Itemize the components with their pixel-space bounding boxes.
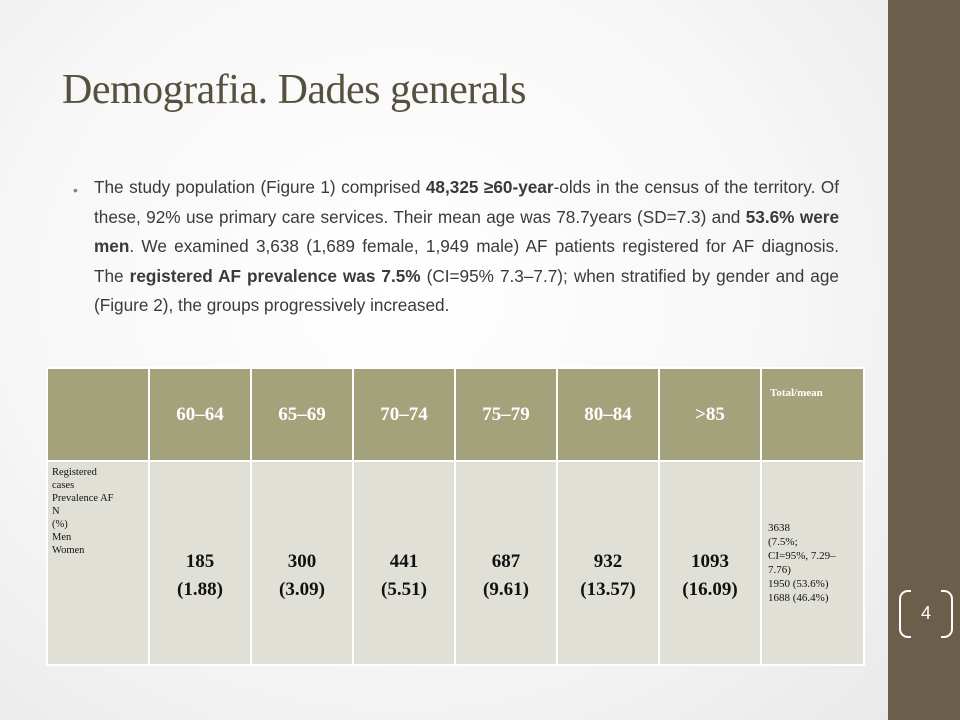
table-row (47, 461, 864, 665)
cell-percent: (9.61) (483, 579, 529, 600)
cell-age-over-85 (659, 461, 761, 665)
header-age-60-64: 60–64 (149, 368, 251, 461)
cell-count: 687 (491, 551, 521, 572)
cell-percent: (13.57) (580, 579, 636, 600)
slide-number: 4 (920, 603, 931, 623)
paragraph-text-3: . We examined 3,638 (1,689 female, 1,949 male) AF patients registered for AF diagnosis. The (94, 236, 839, 286)
cell-count: 1093 (691, 551, 729, 572)
prevalence-table (46, 367, 865, 666)
row-header-cell (47, 461, 149, 665)
paragraph-text-2: -olds in the census of the territory. Of these, 92% use primary care services. Their mean age was 78.7years (SD=7.3) and (94, 177, 839, 227)
total-line: 3638 (768, 522, 790, 534)
bullet-icon: • (73, 182, 78, 198)
cell-age-75-79 (455, 461, 557, 665)
row-header-line: Prevalence AF (52, 493, 114, 504)
total-line: 1950 (53.6%) (768, 578, 829, 590)
paragraph-bold-population: 48,325 ≥60-year (425, 177, 554, 197)
cell-count: 932 (593, 551, 623, 572)
header-age-70-74: 70–74 (353, 368, 455, 461)
slide-title: Demografia. Dades generals (62, 67, 526, 113)
paragraph-text-1: The study population (Figure 1) comprised (94, 177, 426, 197)
cell-age-70-74 (353, 461, 455, 665)
header-age-75-79: 75–79 (455, 368, 557, 461)
header-age-65-69: 65–69 (251, 368, 353, 461)
total-line: 7.76) (768, 564, 791, 576)
cell-age-65-69 (251, 461, 353, 665)
body-paragraph (94, 173, 839, 321)
cell-percent: (5.51) (381, 579, 427, 600)
cell-age-60-64 (149, 461, 251, 665)
cell-count: 300 (287, 551, 317, 572)
header-age-over-85: >85 (659, 368, 761, 461)
paragraph-bold-prevalence: registered AF prevalence was 7.5% (129, 265, 421, 286)
table-header-row (47, 368, 864, 461)
cell-total-mean (761, 461, 864, 665)
cell-age-80-84 (557, 461, 659, 665)
header-age-80-84: 80–84 (557, 368, 659, 461)
total-line: CI=95%, 7.29– (768, 550, 836, 562)
cell-percent: (16.09) (682, 579, 738, 600)
row-header-line: Registered (52, 467, 97, 478)
row-header-line: (%) (52, 519, 68, 530)
paragraph-bold-men: 53.6% were men (94, 206, 840, 256)
cell-percent: (1.88) (177, 579, 223, 600)
cell-percent: (3.09) (279, 579, 325, 600)
header-empty (47, 368, 149, 461)
total-line: (7.5%; (768, 536, 798, 548)
row-header-line: Men (52, 532, 72, 543)
row-header-line: cases (52, 480, 75, 491)
paragraph-text-4: (CI=95% 7.3–7.7); when stratified by gender and age (Figure 2), the groups progressively increased. (94, 265, 839, 315)
header-total-mean: Total/mean (761, 368, 864, 461)
cell-count: 441 (389, 551, 419, 572)
cell-count: 185 (185, 551, 215, 572)
total-line: 1688 (46.4%) (768, 592, 829, 604)
row-header-line: N (52, 506, 60, 517)
slide-number-badge (899, 590, 953, 636)
row-header-line: Women (52, 545, 85, 556)
